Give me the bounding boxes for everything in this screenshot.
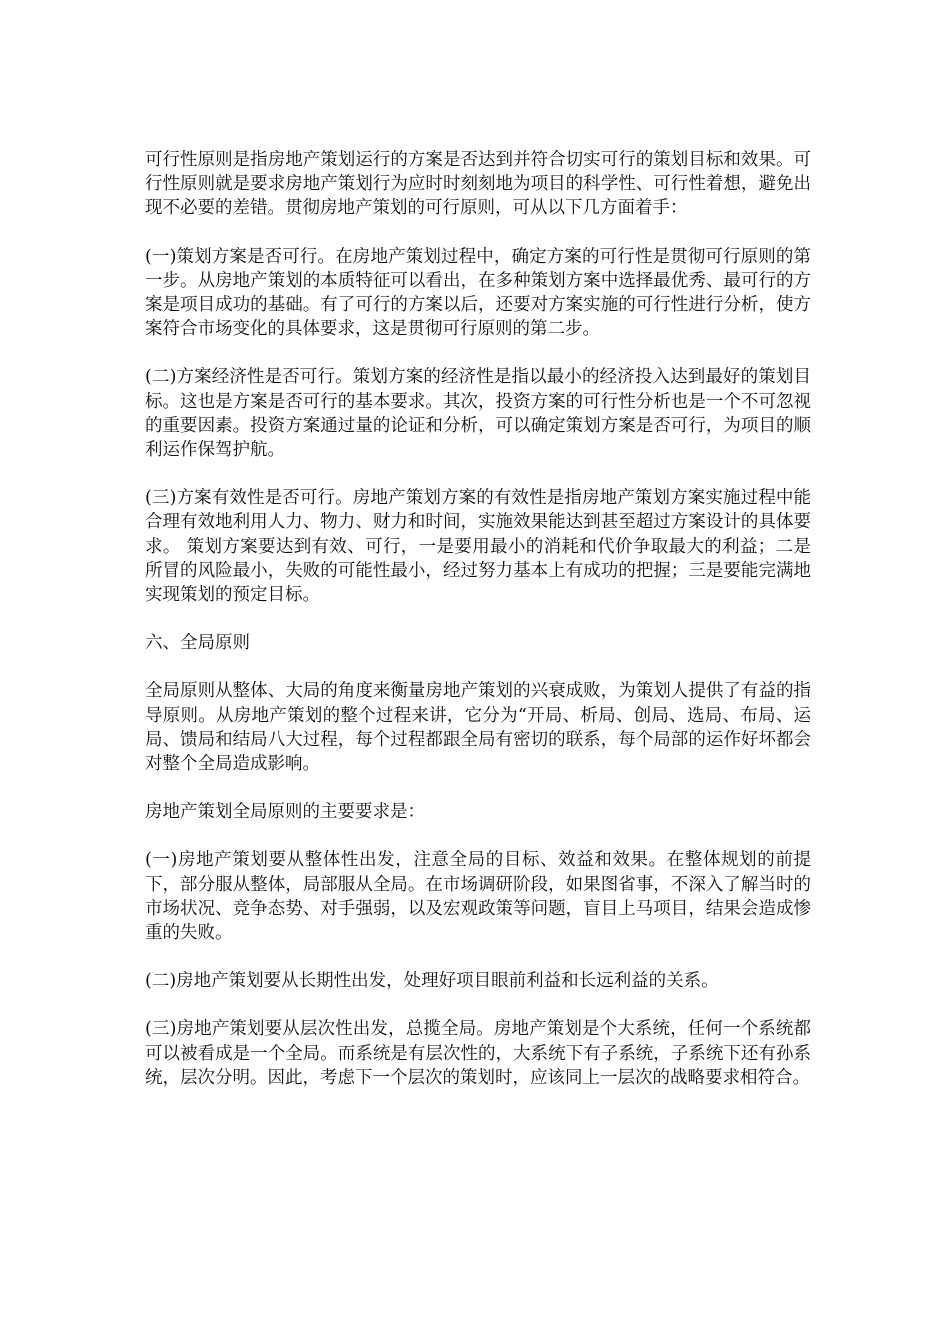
- paragraph-global-point-1: (一)房地产策划要从整体性出发，注意全局的目标、效益和效果。在整体规划的前提下，部分服从整体，局部服从全局。在市场调研阶段，如果图省事，不深入了解当时的市场状况、竞争态势、对手强弱，以及宏观政策等问题，盲目上马项目，结果会造成惨重的失败。: [145, 850, 811, 944]
- paragraph-feasibility-point-3: (三)方案有效性是否可行。房地产策划方案的有效性是指房地产策划方案实施过程中能合理有效地利用人力、物力、财力和时间，实施效果能达到甚至超过方案设计的具体要求。 策划方案要达到有效、可行，一是要用最小的消耗和代价争取最大的利益；二是所冒的风险最小，失败的可能性最小，经过努力基本上有成功的把握；三是要能完满地实现策划的预定目标。: [145, 488, 811, 606]
- paragraph-feasibility-point-2: (二)方案经济性是否可行。策划方案的经济性是指以最小的经济投入达到最好的策划目标。这也是方案是否可行的基本要求。其次，投资方案的可行性分析也是一个不可忽视的重要因素。投资方案通过量的论证和分析，可以确定策划方案是否可行，为项目的顺利运作保驾护航。: [145, 367, 811, 461]
- document-body: [145, 148, 811, 1114]
- paragraph-feasibility-point-1: (一)策划方案是否可行。在房地产策划过程中，确定方案的可行性是贯彻可行原则的第一步。从房地产策划的本质特征可以看出，在多种策划方案中选择最优秀、最可行的方案是项目成功的基础。有了可行的方案以后，还要对方案实施的可行性进行分析，使方案符合市场变化的具体要求，这是贯彻可行原则的第二步。: [145, 246, 811, 340]
- paragraph-global-point-2: (二)房地产策划要从长期性出发，处理好项目眼前利益和长远利益的关系。: [145, 971, 719, 992]
- paragraph-global-requirements-lead: 房地产策划全局原则的主要要求是：: [145, 802, 425, 823]
- paragraph-global-intro: 全局原则从整体、大局的角度来衡量房地产策划的兴衰成败，为策划人提供了有益的指导原则。从房地产策划的整个过程来讲，它分为“开局、析局、创局、选局、布局、运局、馈局和结局八大过程，每个过程都跟全局有密切的联系，每个局部的运作好坏都会对整个全局造成影响。: [145, 681, 811, 775]
- section-heading-global-principle: 六、全局原则: [145, 633, 250, 654]
- paragraph-global-point-3: (三)房地产策划要从层次性出发，总揽全局。房地产策划是个大系统，任何一个系统都可以被看成是一个全局。而系统是有层次性的，大系统下有子系统，子系统下还有孙系统，层次分明。因此，考虑下一个层次的策划时，应该同上一层次的战略要求相符合。: [145, 1019, 811, 1088]
- paragraph-feasibility-intro: 可行性原则是指房地产策划运行的方案是否达到并符合切实可行的策划目标和效果。可行性原则就是要求房地产策划行为应时时刻刻地为项目的科学性、可行性着想，避免出现不必要的差错。贯彻房地产策划的可行原则，可从以下几方面着手：: [145, 150, 811, 219]
